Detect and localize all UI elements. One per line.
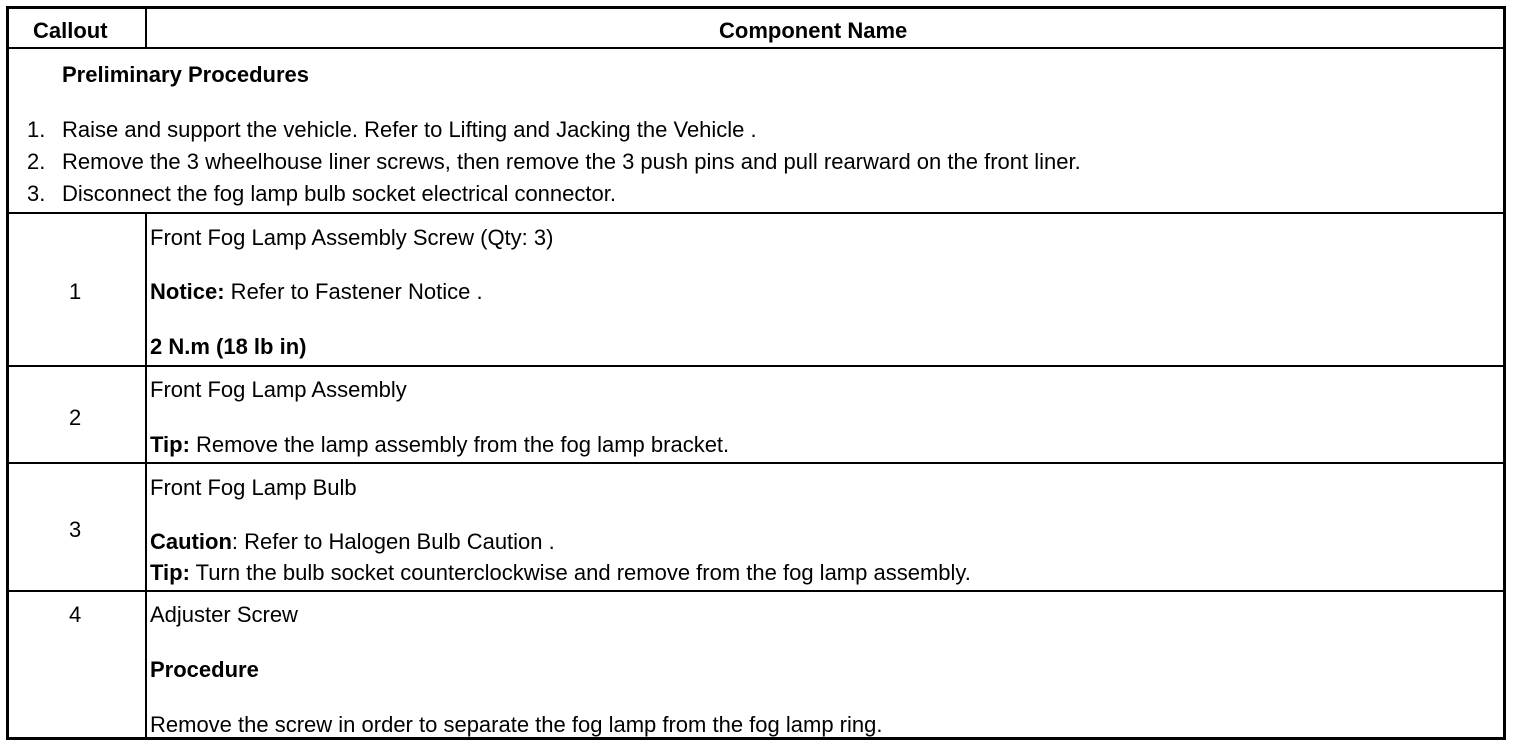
preliminary-title: Preliminary Procedures (62, 62, 310, 87)
caution-text: : Refer to Halogen Bulb Caution . (231, 529, 555, 554)
divider (9, 590, 1503, 592)
component-name: Front Fog Lamp Assembly (150, 377, 407, 402)
component-name: Front Fog Lamp Assembly Screw (Qty: 3) (150, 225, 554, 250)
step-number: 3. (27, 181, 46, 206)
component-name: Adjuster Screw (150, 602, 298, 627)
step-text: Disconnect the fog lamp bulb socket electrical connector. (62, 181, 616, 206)
notice-text: Refer to Fastener Notice . (224, 279, 483, 304)
callout-number: 1 (69, 279, 82, 304)
procedure-text: Remove the screw in order to separate the fog lamp from the fog lamp ring. (150, 712, 883, 737)
callout-number: 4 (69, 602, 82, 627)
step-text: Remove the 3 wheelhouse liner screws, then remove the 3 push pins and pull rearward on the front liner. (62, 149, 1081, 174)
caution-line (150, 529, 555, 555)
procedure-heading: Procedure (150, 657, 259, 682)
notice-line (150, 279, 483, 305)
callout-number: 2 (69, 405, 82, 430)
divider (9, 212, 1503, 214)
divider (9, 47, 1503, 49)
divider (9, 365, 1503, 367)
tip-label: Tip: (150, 432, 190, 457)
component-name: Front Fog Lamp Bulb (150, 475, 357, 500)
tip-text: Remove the lamp assembly from the fog lamp bracket. (189, 432, 730, 457)
divider (9, 462, 1503, 464)
header-component-name: Component Name (719, 18, 908, 43)
column-divider (145, 9, 147, 49)
header-callout: Callout (33, 18, 108, 43)
notice-label: Notice: (150, 279, 225, 304)
component-table (6, 6, 1506, 740)
step-number: 1. (27, 117, 46, 142)
step-text: Raise and support the vehicle. Refer to Lifting and Jacking the Vehicle . (62, 117, 757, 142)
tip-line (150, 560, 971, 586)
column-divider (145, 213, 147, 737)
tip-text: Turn the bulb socket counterclockwise and remove from the fog lamp assembly. (189, 560, 971, 585)
step-number: 2. (27, 149, 46, 174)
caution-label: Caution (150, 529, 232, 554)
tip-line (150, 432, 729, 458)
torque-spec: 2 N.m (18 lb in) (150, 334, 307, 359)
callout-number: 3 (69, 517, 82, 542)
tip-label: Tip: (150, 560, 190, 585)
